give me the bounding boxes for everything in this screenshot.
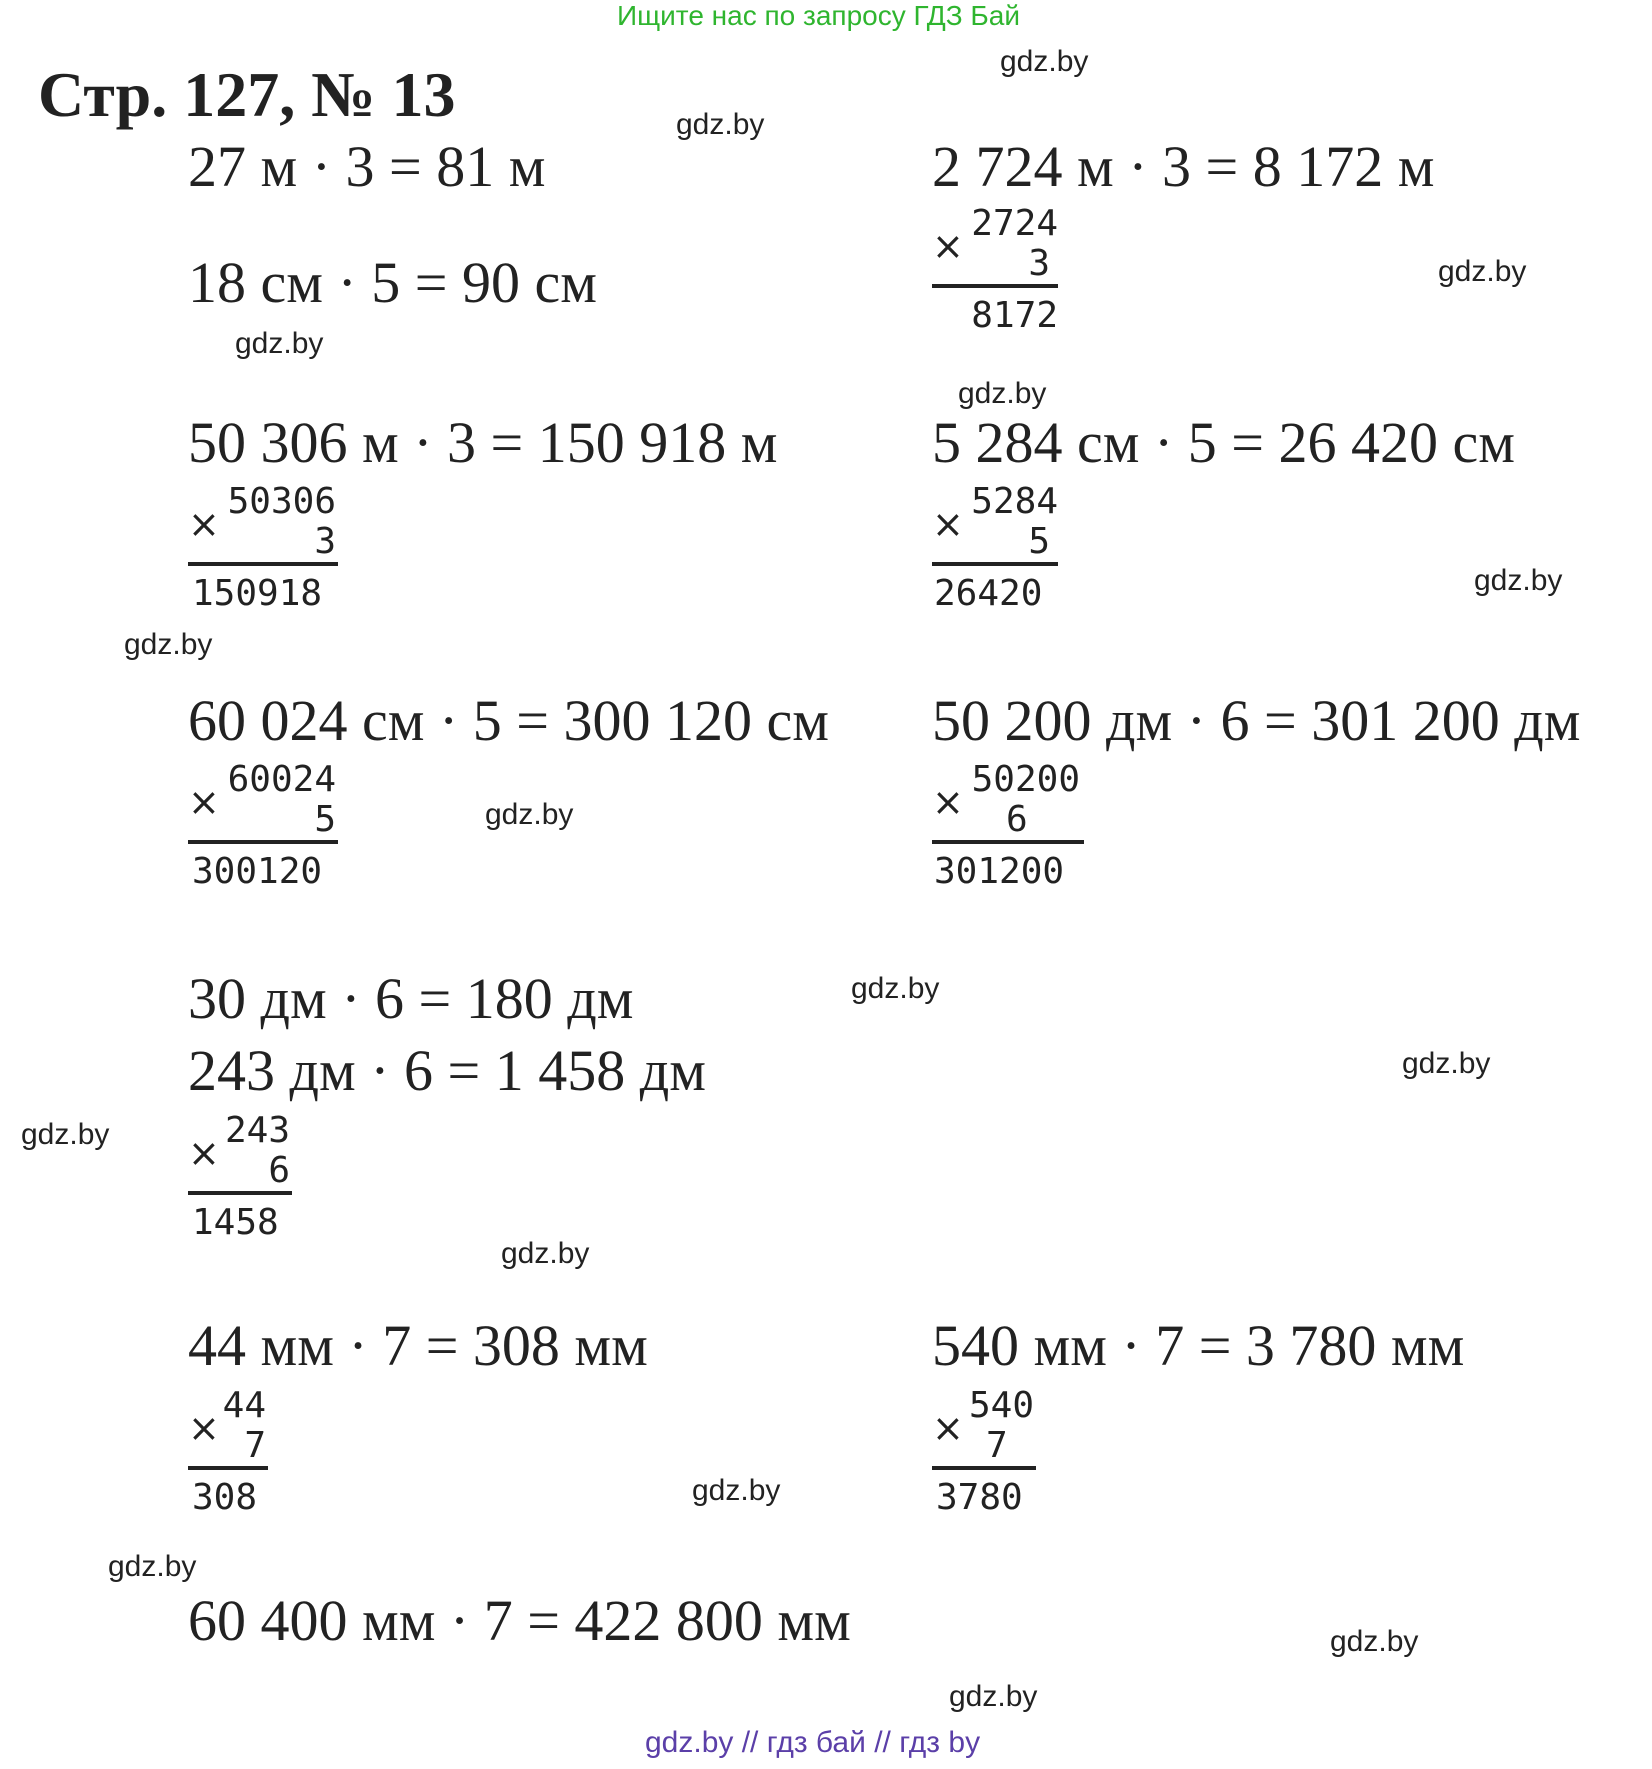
watermark: gdz.by (958, 377, 1047, 410)
watermark: gdz.by (851, 972, 940, 1005)
multiplicand: 60024 (227, 759, 336, 800)
times-sign: × (188, 1131, 220, 1175)
multiplier: 6 (1006, 799, 1028, 840)
times-sign: × (932, 1406, 964, 1450)
column-multiplication (932, 1385, 1036, 1518)
result-line (932, 562, 1058, 566)
multiplier: 5 (314, 799, 336, 840)
equation: 60 024 см · 5 = 300 120 см (188, 688, 829, 753)
multiplicand: 50200 (971, 759, 1080, 800)
result-line (932, 1466, 1036, 1470)
product: 26420 (934, 573, 1043, 614)
equation: 18 см · 5 = 90 см (188, 250, 597, 315)
product: 3780 (936, 1477, 1023, 1518)
multiplicand: 44 (222, 1385, 266, 1426)
watermark: gdz.by (501, 1237, 590, 1270)
product: 301200 (934, 851, 1065, 892)
multiplicand: 2724 (971, 203, 1058, 244)
watermark: gdz.by (1000, 45, 1089, 78)
watermark: gdz.by (485, 798, 574, 831)
watermark: gdz.by (1474, 564, 1563, 597)
result-line (932, 840, 1084, 844)
times-sign: × (932, 224, 964, 268)
equation: 27 м · 3 = 81 м (188, 134, 546, 199)
equation: 5 284 см · 5 = 26 420 см (932, 410, 1515, 475)
result-line (932, 284, 1058, 288)
product: 300120 (192, 851, 323, 892)
watermark: gdz.by (1330, 1625, 1419, 1658)
equation: 44 мм · 7 = 308 мм (188, 1313, 648, 1378)
multiplicand: 243 (224, 1110, 290, 1151)
column-multiplication (188, 1385, 268, 1518)
footer-links: gdz.by // гдз бай // гдз by (645, 1726, 981, 1759)
times-sign: × (188, 502, 220, 546)
column-multiplication (932, 203, 1058, 336)
multiplier: 5 (1028, 521, 1050, 562)
page-title: Стр. 127, № 13 (38, 59, 456, 130)
equation: 243 дм · 6 = 1 458 дм (188, 1038, 706, 1103)
equation: 50 200 дм · 6 = 301 200 дм (932, 688, 1581, 753)
watermark: gdz.by (108, 1550, 197, 1583)
result-line (188, 840, 338, 844)
column-multiplication (932, 759, 1084, 892)
equation: 2 724 м · 3 = 8 172 м (932, 134, 1435, 199)
multiplicand: 5284 (971, 481, 1058, 522)
times-sign: × (932, 780, 964, 824)
multiplier: 6 (268, 1150, 290, 1191)
result-line (188, 562, 338, 566)
equation: 540 мм · 7 = 3 780 мм (932, 1313, 1465, 1378)
product: 1458 (192, 1202, 279, 1243)
watermark: gdz.by (949, 1680, 1038, 1713)
watermark: gdz.by (124, 628, 213, 661)
watermark: gdz.by (1438, 255, 1527, 288)
column-multiplication (188, 481, 338, 614)
column-multiplication (188, 759, 338, 892)
column-multiplication (188, 1110, 292, 1243)
multiplier: 3 (1028, 243, 1050, 284)
result-line (188, 1466, 268, 1470)
multiplier: 7 (986, 1425, 1008, 1466)
product: 150918 (192, 573, 323, 614)
watermark: gdz.by (21, 1118, 110, 1151)
multiplier: 7 (244, 1425, 266, 1466)
watermark: gdz.by (692, 1474, 781, 1507)
watermark: gdz.by (1402, 1047, 1491, 1080)
result-line (188, 1191, 292, 1195)
watermark: gdz.by (235, 327, 324, 360)
product: 308 (192, 1477, 258, 1518)
times-sign: × (188, 780, 220, 824)
multiplicand: 540 (968, 1385, 1034, 1426)
equation: 30 дм · 6 = 180 дм (188, 966, 634, 1031)
times-sign: × (188, 1406, 220, 1450)
multiplier: 3 (314, 521, 336, 562)
search-banner: Ищите нас по запросу ГДЗ Бай (617, 0, 1021, 31)
times-sign: × (932, 502, 964, 546)
column-multiplication (932, 481, 1058, 614)
watermark: gdz.by (676, 108, 765, 141)
equation: 50 306 м · 3 = 150 918 м (188, 410, 778, 475)
multiplicand: 50306 (227, 481, 336, 522)
product: 8172 (971, 295, 1058, 336)
equation: 60 400 мм · 7 = 422 800 мм (188, 1588, 851, 1653)
